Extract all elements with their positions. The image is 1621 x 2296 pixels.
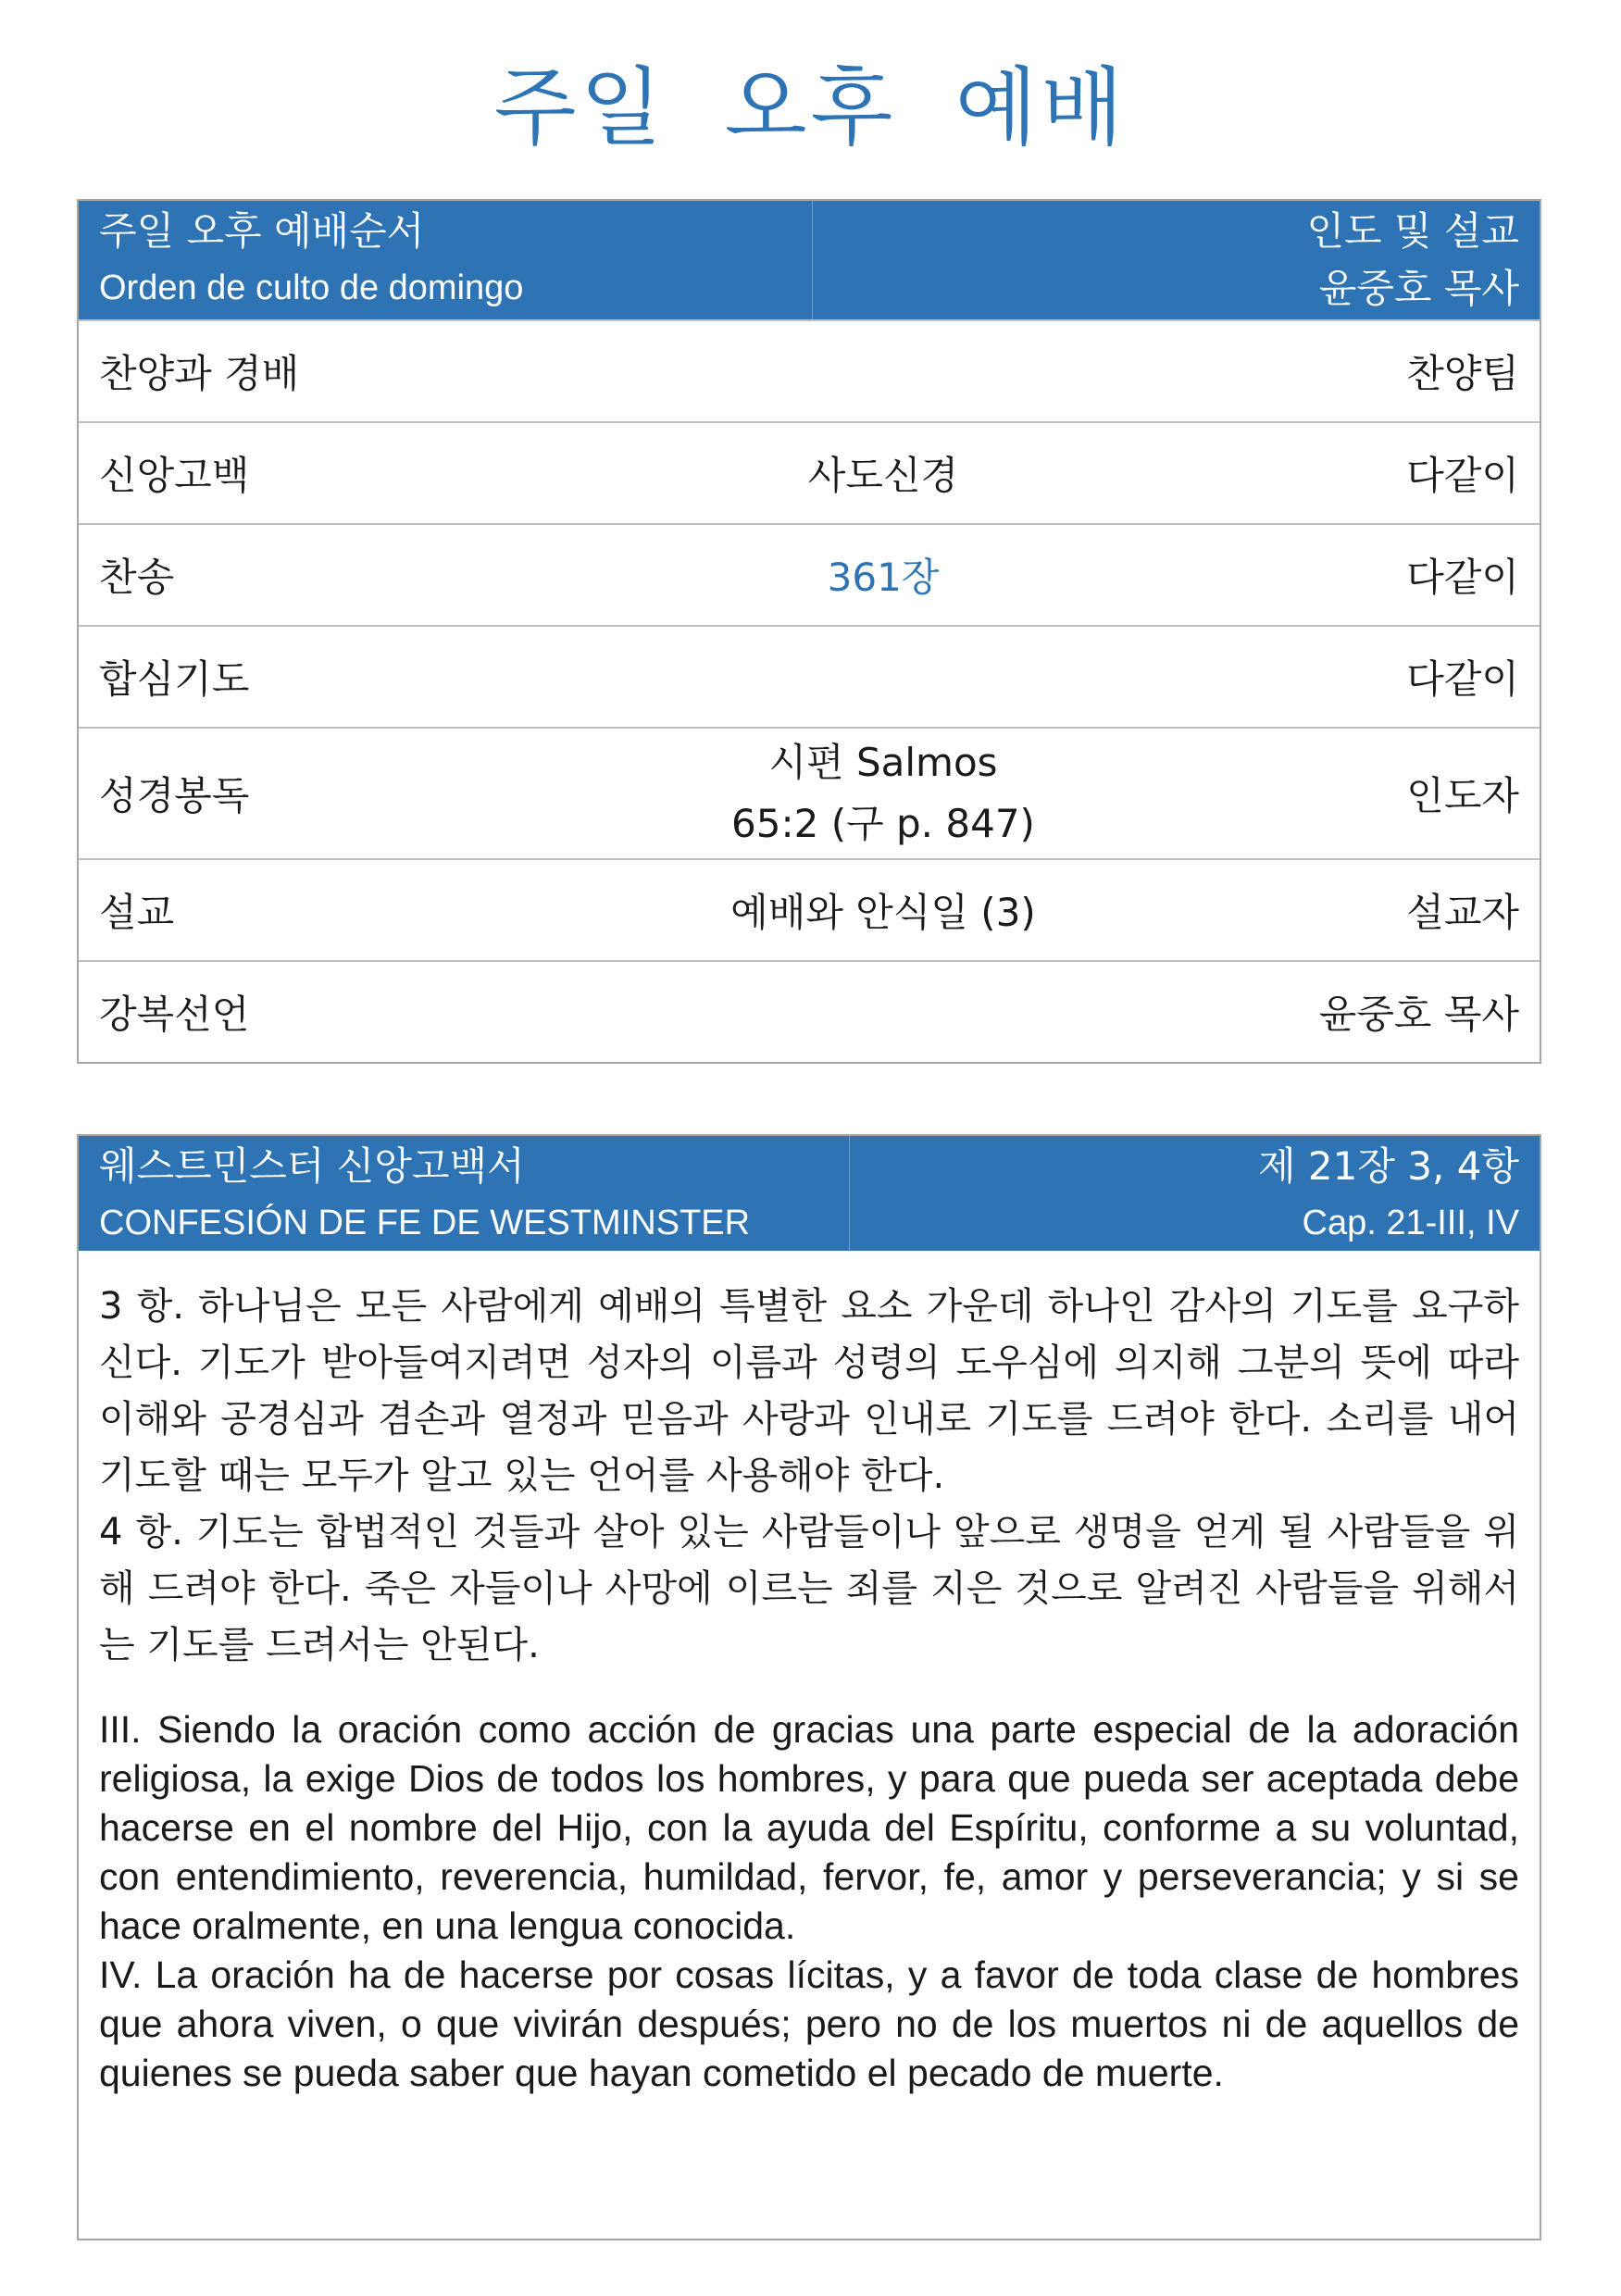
confession-title-es: CONFESIÓN DE FE DE WESTMINSTER [99,1204,751,1242]
confession-paragraph: 4 항. 기도는 합법적인 것들과 살아 있는 사람들이나 앞으로 생명을 얻게 될 사람들을 위해 드려야 한다. 죽은 자들이나 사망에 이르는 죄를 지은 것으로 알려진 사람들을 위해서는 기도를 드려서는 안된다. [99,1511,1519,1666]
order-item: 찬송 [99,555,175,600]
order-leader: 다같이 [1406,555,1519,600]
order-detail: 사도신경 [807,453,959,498]
confession-chapter-ko: 제 21장 3, 4항 [1257,1143,1519,1189]
order-leader: 다같이 [1406,656,1519,702]
order-row-benediction [79,960,1540,1062]
order-row-sermon [79,858,1540,960]
order-item: 설교 [99,890,175,935]
confession-paragraph: III. Siendo la oración como acción de gracias una parte especial de la adoración religiosa, la exige Dios de todos los hombres, y para que pueda ser aceptada debe hacerse en el nombre del Hijo, con la ayuda del Espíritu, conforme a su voluntad, con entendimiento, reverencia, humildad, fervor, fe, amor y perseverancia; y si se hace oralmente, en una lengua conocida. [99,1708,1519,1947]
order-leader: 윤중호 목사 [1318,992,1519,1037]
order-row-hymn [79,523,1540,625]
order-leader: 인도자 [1406,773,1519,818]
confession-paragraph: IV. La oración ha de hacerse por cosas lícitas, y a favor de toda clase de hombres que ahora viven, o que vivirán después; pero no de los muertos ni de aquellos de quienes se pueda saber que hayan cometido el pecado de muerte. [99,1953,1519,2094]
order-row-scripture [79,727,1540,858]
worship-order-header [79,201,1540,319]
order-item: 신앙고백 [99,453,250,498]
order-header-role: 인도 및 설교 [1306,208,1519,254]
confession-text-es [79,1674,1540,2098]
confession-chapter-es: Cap. 21-III, IV [1302,1204,1519,1242]
confession-title-ko: 웨스트민스터 신앙고백서 [99,1143,525,1189]
order-item: 성경봉독 [99,773,250,818]
order-row-creed [79,421,1540,523]
order-item: 합심기도 [99,656,250,702]
confession-text-ko [79,1251,1540,1674]
order-leader: 찬양팀 [1406,351,1519,396]
order-row-praise [79,319,1540,421]
order-leader: 다같이 [1406,453,1519,498]
order-leader: 설교자 [1406,890,1519,935]
worship-order-table [77,199,1541,1064]
sermon-title: 예배와 안식일 (3) [730,890,1036,935]
order-row-prayer [79,625,1540,727]
order-header-pastor: 윤중호 목사 [1318,266,1519,311]
order-header-title-ko: 주일 오후 예배순서 [99,208,425,254]
order-item: 강복선언 [99,992,250,1037]
confession-header [79,1136,1540,1251]
hymn-number: 361장 [827,555,940,600]
scripture-book: 시편 Salmos [768,740,998,785]
confession-box [77,1134,1541,2240]
scripture-verse: 65:2 (구 p. 847) [731,801,1035,846]
order-header-title-es: Orden de culto de domingo [99,268,524,307]
page-title: 주일 오후 예배 [493,58,1128,157]
order-item: 찬양과 경배 [99,351,300,396]
confession-paragraph: 3 항. 하나님은 모든 사람에게 예배의 특별한 요소 가운데 하나인 감사의 기도를 요구하신다. 기도가 받아들여지려면 성자의 이름과 성령의 도우심에 의지해 그분의 뜻에 따라 이해와 공경심과 겸손과 열정과 믿음과 사랑과 인내로 기도를 드려야 한다. 소리를 내어 기도할 때는 모두가 알고 있는 언어를 사용해야 한다. [99,1285,1519,1497]
scripture-reference [597,732,1169,855]
